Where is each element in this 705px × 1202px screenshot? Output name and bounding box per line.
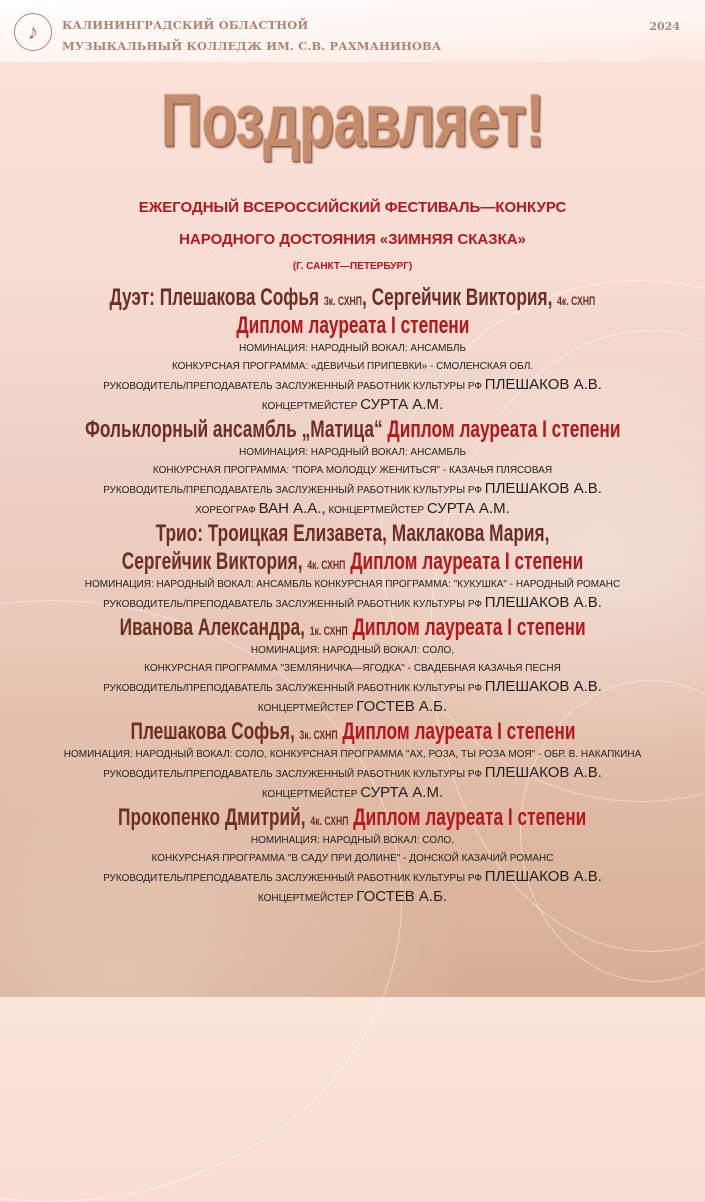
award-label: Диплом лауреата I степени xyxy=(353,804,587,831)
teacher-line xyxy=(0,678,705,698)
class-label: 1к. СХНП xyxy=(309,624,348,638)
participant-name: , Сергейчик Виктория, xyxy=(362,284,553,311)
teacher-label: РУКОВОДИТЕЛЬ/ПРЕПОДАВАТЕЛЬ ЗАСЛУЖЕННЫЙ РАБОТНИК КУЛЬТУРЫ РФ xyxy=(103,599,483,610)
entry-name xyxy=(110,284,596,315)
nomination: НОМИНАЦИЯ: НАРОДНЫЙ ВОКАЛ: СОЛО, xyxy=(250,645,455,656)
participant-name: Сергейчик Виктория, xyxy=(121,548,303,575)
entry-name xyxy=(130,718,575,749)
award-label: Диплом лауреата I степени xyxy=(341,718,575,745)
class-label: 3к. СХНП xyxy=(324,294,363,308)
award-label: Диплом лауреата I степени xyxy=(350,548,584,575)
class-label: 4к. СХНП xyxy=(310,814,349,828)
nomination: НОМИНАЦИЯ: НАРОДНЫЙ ВОКАЛ: АНСАМБЛЬ xyxy=(238,447,467,458)
program: КОНКУРСНАЯ ПРОГРАММА: «ДЕВИЧЬИ ПРИПЕВКИ» - СМОЛЕНСКАЯ ОБЛ. xyxy=(171,361,534,372)
teacher-name: ПЛЕШАКОВ А.В. xyxy=(484,764,602,781)
organization-name xyxy=(62,15,441,57)
entry-solo xyxy=(0,804,705,908)
org-line-1: КАЛИНИНГРАДСКИЙ ОБЛАСТНОЙ xyxy=(62,18,309,32)
teacher-line xyxy=(0,764,705,784)
org-line-2: МУЗЫКАЛЬНЫЙ КОЛЛЕДЖ ИМ. С.В. РАХМАНИНОВА xyxy=(62,39,442,53)
participant-name: Фольклорный ансамбль „Матица“ xyxy=(84,416,383,443)
teacher-name: ПЛЕШАКОВ А.В. xyxy=(484,868,602,885)
teacher-line xyxy=(0,868,705,888)
award-label: Диплом лауреата I степени xyxy=(235,312,470,339)
choreographer-label: ХОРЕОГРАФ xyxy=(195,505,256,516)
page-title: Поздравляет! xyxy=(160,79,545,162)
nomination: НОМИНАЦИЯ: НАРОДНЫЙ ВОКАЛ: АНСАМБЛЬ xyxy=(238,343,467,354)
program: КОНКУРСНАЯ ПРОГРАММА "ЗЕМЛЯНИЧКА—ЯГОДКА" - СВАДЕБНАЯ КАЗАЧЬЯ ПЕСНЯ xyxy=(144,663,561,674)
class-label: 4к. СХНП xyxy=(557,294,596,308)
teacher-label: РУКОВОДИТЕЛЬ/ПРЕПОДАВАТЕЛЬ ЗАСЛУЖЕННЫЙ РАБОТНИК КУЛЬТУРЫ РФ xyxy=(103,485,483,496)
nomination-program: НОМИНАЦИЯ: НАРОДНЫЙ ВОКАЛ: АНСАМБЛЬ КОНКУРСНАЯ ПРОГРАММА: "КУКУШКА" - НАРОДНЫЙ РОМАНС xyxy=(84,579,621,590)
accompanist-name: СУРТА А.М. xyxy=(426,500,510,517)
teacher-line xyxy=(0,594,705,614)
award-label: Диплом лауреата I степени xyxy=(352,614,586,641)
entry-name xyxy=(120,614,586,645)
accompanist-name: СУРТА А.М. xyxy=(360,396,444,413)
accompanist-line xyxy=(0,698,705,718)
entry-solo xyxy=(0,614,705,718)
music-note-icon: ♪ xyxy=(14,13,52,51)
nomination: НОМИНАЦИЯ: НАРОДНЫЙ ВОКАЛ: СОЛО, xyxy=(250,835,455,846)
award-label: Диплом лауреата I степени xyxy=(387,416,621,443)
accompanist-line xyxy=(0,396,705,416)
festival-city: (Г. САНКТ—ПЕТЕРБУРГ) xyxy=(292,261,413,272)
teacher-line xyxy=(0,480,705,500)
accompanist-name: СУРТА А.М. xyxy=(360,784,444,801)
entry-name xyxy=(118,804,586,835)
teacher-name: ПЛЕШАКОВ А.В. xyxy=(484,376,602,393)
teacher-name: ПЛЕШАКОВ А.В. xyxy=(484,678,602,695)
festival-line-2: НАРОДНОГО ДОСТОЯНИЯ «ЗИМНЯЯ СКАЗКА» xyxy=(179,231,526,248)
entry-name xyxy=(85,416,620,444)
entry-duet xyxy=(0,284,705,416)
year-label: 2024 xyxy=(649,20,680,33)
festival-line-1: ЕЖЕГОДНЫЙ ВСЕРОССИЙСКИЙ ФЕСТИВАЛЬ—КОНКУРС xyxy=(138,199,567,216)
entry-solo xyxy=(0,718,705,804)
participant-name: Дуэт: Плешакова Софья xyxy=(109,284,320,311)
entry-trio xyxy=(0,520,705,614)
accompanist-name: ГОСТЕВ А.Б. xyxy=(356,888,448,905)
class-label: 4к. СХНП xyxy=(307,558,346,572)
program: КОНКУРСНАЯ ПРОГРАММА: "ПОРА МОЛОДЦУ ЖЕНИТЬСЯ" - КАЗАЧЬЯ ПЛЯСОВАЯ xyxy=(152,465,553,476)
accompanist-name: ГОСТЕВ А.Б. xyxy=(356,698,448,715)
entry-ensemble xyxy=(0,416,705,520)
accompanist-label: КОНЦЕРТМЕЙСТЕР xyxy=(261,789,358,800)
main-content xyxy=(0,192,705,908)
entry-name xyxy=(122,548,583,579)
teacher-name: ПЛЕШАКОВ А.В. xyxy=(484,594,602,611)
teacher-label: РУКОВОДИТЕЛЬ/ПРЕПОДАВАТЕЛЬ ЗАСЛУЖЕННЫЙ РАБОТНИК КУЛЬТУРЫ РФ xyxy=(103,381,483,392)
accompanist-label: КОНЦЕРТМЕЙСТЕР xyxy=(257,893,354,904)
participant-name: Прокопенко Дмитрий, xyxy=(118,804,306,831)
participant-name: Иванова Александра, xyxy=(119,614,305,641)
teacher-label: РУКОВОДИТЕЛЬ/ПРЕПОДАВАТЕЛЬ ЗАСЛУЖЕННЫЙ РАБОТНИК КУЛЬТУРЫ РФ xyxy=(103,873,483,884)
teacher-label: РУКОВОДИТЕЛЬ/ПРЕПОДАВАТЕЛЬ ЗАСЛУЖЕННЫЙ РАБОТНИК КУЛЬТУРЫ РФ xyxy=(103,683,483,694)
accompanist-label: КОНЦЕРТМЕЙСТЕР xyxy=(328,505,425,516)
teacher-label: РУКОВОДИТЕЛЬ/ПРЕПОДАВАТЕЛЬ ЗАСЛУЖЕННЫЙ РАБОТНИК КУЛЬТУРЫ РФ xyxy=(103,769,483,780)
teacher-line xyxy=(0,376,705,396)
accompanist-label: КОНЦЕРТМЕЙСТЕР xyxy=(261,401,358,412)
accompanist-label: КОНЦЕРТМЕЙСТЕР xyxy=(257,703,354,714)
teacher-name: ПЛЕШАКОВ А.В. xyxy=(484,480,602,497)
choreographer-name: ВАН А.А., xyxy=(258,500,326,517)
choreo-accompanist-line xyxy=(0,500,705,520)
program: КОНКУРСНАЯ ПРОГРАММА "В САДУ ПРИ ДОЛИНЕ" - ДОНСКОЙ КАЗАЧИЙ РОМАНС xyxy=(151,853,554,864)
class-label: 3к. СХНП xyxy=(299,728,338,742)
nomination-program: НОМИНАЦИЯ: НАРОДНЫЙ ВОКАЛ: СОЛО, КОНКУРСНАЯ ПРОГРАММА "АХ, РОЗА, ТЫ РОЗА МОЯ" - ОБР. В. НАКАПКИНА xyxy=(63,749,642,760)
accompanist-line xyxy=(0,784,705,804)
participant-name: Плешакова Софья, xyxy=(130,718,295,745)
accompanist-line xyxy=(0,888,705,908)
entry-name: Трио: Троицкая Елизавета, Маклакова Мария, xyxy=(155,520,550,547)
